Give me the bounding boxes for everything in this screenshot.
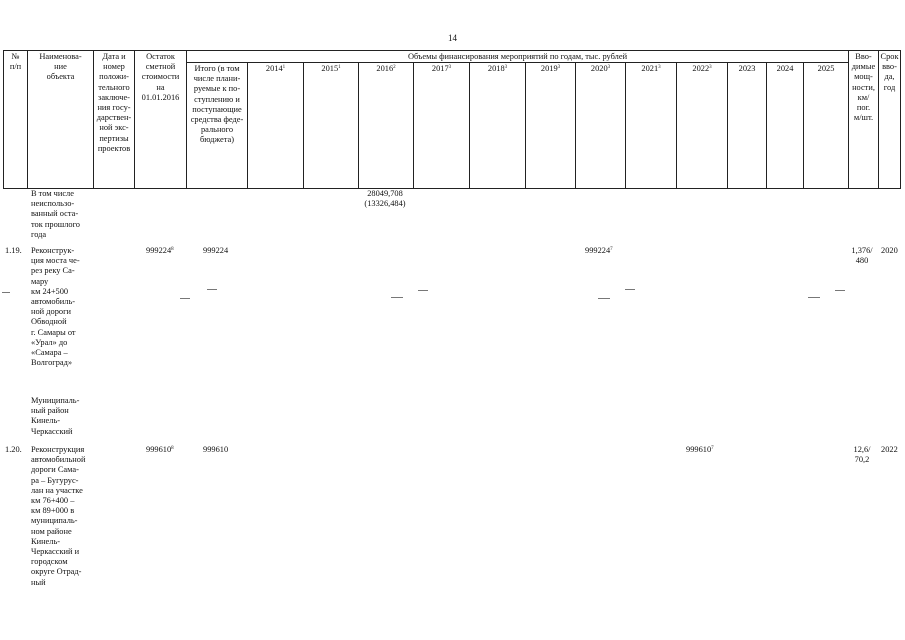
row-1-20-total: 999610 (203, 445, 229, 454)
header-year-2021: 2021$^3$ (641, 64, 661, 73)
header-year-2022: 2022$^3$ (692, 64, 712, 73)
row-1-20-2022: 999610$^7$ (686, 445, 714, 454)
row-1-19-name: Реконструк- ция моста че- рез реку Са- мару км 24+500 автомобиль- ной дороги Обводной г. Самары от «Урал» до «Самара – Волгоград» (31, 246, 80, 368)
header-term: Срок вво- да, год (880, 52, 899, 92)
unused-balance-label: В том числе неиспользо- ванный оста- ток прошлого года (31, 189, 80, 239)
table-header (3, 50, 903, 190)
header-total: Итого (в том числе плани- руемые к по- ступлению и поступающие средства феде- рального бюджета) (190, 64, 244, 145)
district-heading: Муниципаль- ный район Кинель- Черкасский (31, 396, 80, 436)
row-1-20-capacity: 12,6/ 70,2 (853, 445, 871, 465)
row-1-19-capacity: 1,376/ 480 (851, 246, 873, 266)
unused-balance-2016-federal: (13326,484) (364, 199, 406, 208)
header-volumes-title: Объемы финансирования мероприятий по годам, тыс. рублей (407, 52, 628, 61)
header-capacity: Вво- димые мощ- ности, км/ пог. м/шт. (851, 52, 876, 123)
header-year-2024: 2024 (776, 64, 794, 73)
unused-balance-2016: 28049,708 (367, 189, 403, 198)
scan-speck (808, 297, 820, 298)
header-year-2025: 2025 (817, 64, 835, 73)
row-1-19-balance: 999224$^8$ (146, 246, 174, 255)
row-1-20-balance: 999610$^8$ (146, 445, 174, 454)
header-year-2018: 2018$^3$ (487, 64, 508, 73)
scan-speck (598, 298, 610, 299)
row-1-20-term: 2022 (881, 445, 898, 454)
scan-speck (625, 289, 635, 290)
row-1-19-number: 1.19. (5, 246, 22, 255)
scan-speck (207, 289, 217, 290)
scan-speck (2, 292, 10, 293)
row-1-20-name: Реконструкция автомобильной дороги Сама- ра – Бугурус- лан на участке км 76+400 – км 89+000 в муниципаль- ном районе Кинель- Черкасский и городском округе Отрад- ный (31, 445, 86, 587)
header-year-2016: 2016$^2$ (376, 64, 396, 73)
header-year-2019: 2019$^3$ (540, 64, 561, 73)
row-1-19-total: 999224 (203, 246, 229, 255)
header-year-2020: 2020$^3$ (590, 64, 611, 73)
header-year-2017: 2017$^3$ (431, 64, 452, 73)
scan-speck (180, 298, 190, 299)
header-balance: Остаток сметной стоимости на 01.01.2016 (141, 52, 180, 102)
row-1-19-term: 2020 (881, 246, 898, 255)
row-1-19-2020: 999224$^7$ (585, 246, 613, 255)
header-year-2015: 2015$^1$ (321, 64, 341, 73)
header-object-name: Наименова- ние объекта (39, 52, 82, 82)
header-num: № п/п (9, 52, 22, 72)
header-expertise-date: Дата и номер положи- тельного заключе- ния госу- дарствен- ной экс- пертизы проектов (96, 52, 132, 153)
header-year-2014: 2014$^1$ (265, 64, 286, 73)
header-year-2023: 2023 (738, 64, 756, 73)
page-number: 14 (448, 33, 457, 43)
scan-speck (835, 290, 845, 291)
row-1-20-number: 1.20. (5, 445, 22, 454)
scan-speck (418, 290, 428, 291)
scan-speck (391, 297, 403, 298)
